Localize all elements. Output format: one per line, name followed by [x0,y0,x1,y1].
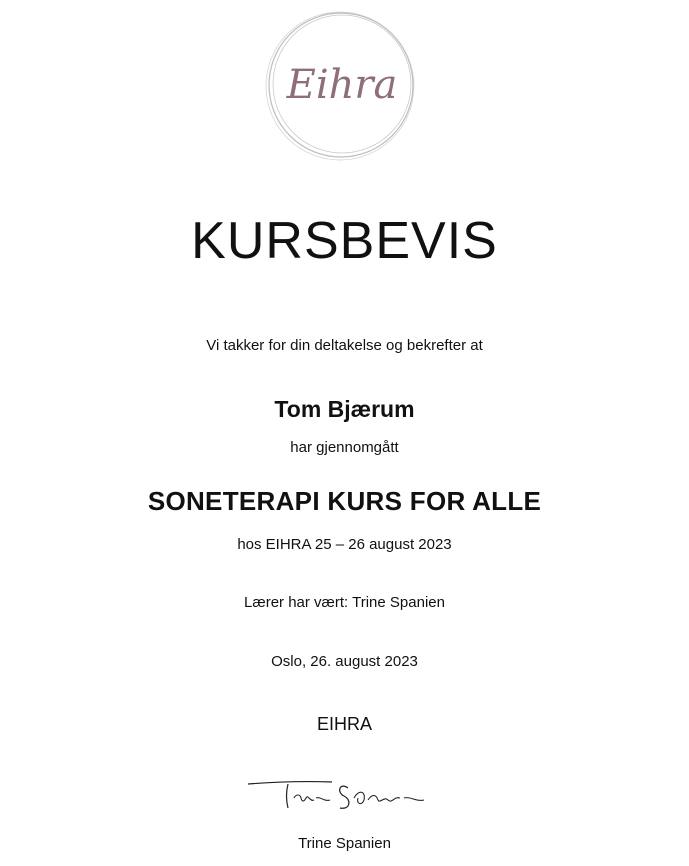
certificate-title: KURSBEVIS [191,212,498,270]
logo-text: Eihra [286,62,398,108]
organization-name: EIHRA [316,714,372,734]
course-name: SONETERAPI KURS FOR ALLE [147,486,542,516]
intro-text: Vi takker for din deltakelse og bekrefter at [206,337,483,354]
place-date: Oslo, 26. august 2023 [271,653,418,670]
venue-dates: hos EIHRA 25 – 26 august 2023 [237,536,452,553]
completed-text: har gjennomgått [290,439,399,456]
eihra-logo [262,6,420,164]
signer-name: Trine Spanien [298,835,391,852]
signature-text: Trine Spanien [244,768,251,769]
participant-name: Tom Bjærum [274,396,415,422]
teacher-line: Lærer har vært: Trine Spanien [244,594,445,611]
handwritten-signature [244,768,440,814]
